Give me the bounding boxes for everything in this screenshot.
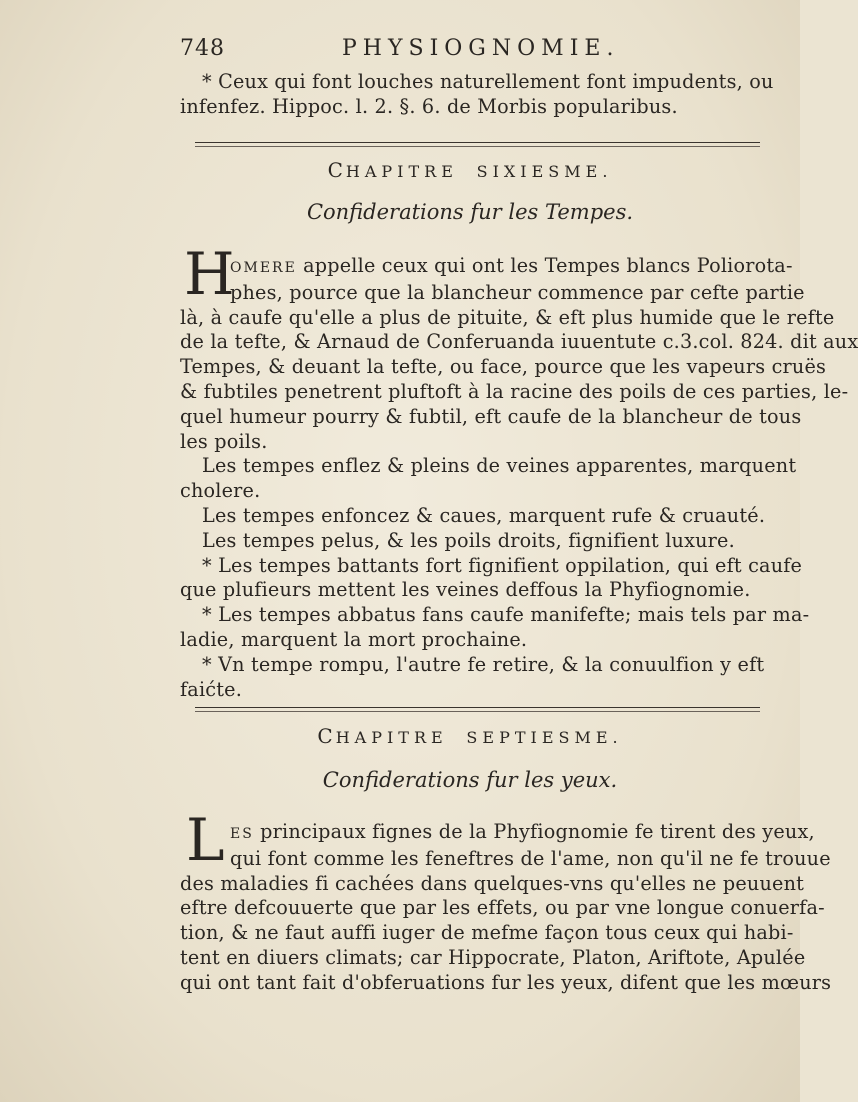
- chapter-rule: [195, 142, 760, 143]
- chapter-heading-word: HAPITRE: [345, 162, 458, 181]
- chapter-subtitle: Confiderations fur les Tempes.: [306, 200, 634, 224]
- text-line: phes, pource que la blancheur commence par cefte partie: [230, 280, 805, 304]
- chapter-subtitle: Confiderations fur les yeux.: [322, 768, 618, 792]
- first-word: OMERE: [230, 260, 297, 276]
- chapter7-text: [180, 820, 832, 996]
- text-line: [180, 254, 793, 281]
- chapter6-text: [180, 254, 858, 702]
- text-line: là, à caufe qu'elle a plus de pituite, & eft plus humide que le refte: [180, 305, 835, 329]
- text-line: eftre defcouuerte que par les effets, ou par vne longue conuerfa-: [180, 896, 825, 920]
- chapter-rule-thin: [195, 711, 760, 712]
- chapter-heading-number: SIXIESME.: [476, 162, 613, 181]
- chapter-heading: [180, 724, 760, 748]
- text-line: Les tempes pelus, & les poils droits, fignifient luxure.: [202, 528, 735, 552]
- text-line: Les tempes enfoncez & caues, marquent rufe & cruauté.: [202, 503, 766, 527]
- text-line: les poils.: [180, 429, 268, 453]
- running-head: [180, 36, 740, 66]
- text-line: infenfez. Hippoc. l. 2. §. 6. de Morbis popularibus.: [180, 94, 678, 118]
- text-line: * Ceux qui font louches naturellement font impudents, ou: [202, 70, 774, 93]
- text-line: qui ont tant fait d'obferuations fur les yeux, difent que les mœurs: [180, 970, 832, 994]
- text-line: * Les tempes battants fort fignifient oppilation, qui eft caufe: [202, 553, 803, 577]
- text-line: * Les tempes abbatus fans caufe manifefte; mais tels par ma-: [202, 603, 810, 627]
- text-line: qui font comme les feneftres de l'ame, non qu'il ne fe trouue: [230, 846, 831, 870]
- text-line: Tempes, & deuant la tefte, ou face, pource que les vapeurs cruës: [180, 355, 827, 379]
- text-line-content: principaux fignes de la Phyfiognomie fe tirent des yeux,: [260, 820, 815, 843]
- first-word: ES: [230, 826, 254, 842]
- text-line: quel humeur pourry & fubtil, eft caufe de la blancheur de tous: [180, 404, 802, 428]
- text-line: tent en diuers climats; car Hippocrate, Platon, Ariftote, Apulée: [180, 945, 806, 969]
- text-line: * Vn tempe rompu, l'autre fe retire, & la conuulfion y eft: [202, 652, 765, 676]
- text-line: [180, 820, 815, 847]
- chapter-rule-thin: [195, 146, 760, 147]
- text-line: de la tefte, & Arnaud de Conferuanda iuuentute c.3.col. 824. dit aux: [180, 330, 858, 354]
- text-line: ladie, marquent la mort prochaine.: [180, 627, 528, 651]
- text-line: des maladies fi cachées dans quelques-vns qu'elles ne peuuent: [180, 871, 805, 895]
- page-number: 748: [180, 36, 225, 61]
- text-line: faićte.: [180, 677, 242, 701]
- chapter-heading-initial: C: [327, 158, 346, 182]
- chapter-heading-word: HAPITRE: [335, 728, 448, 747]
- chapter-rule: [195, 707, 760, 708]
- running-title: PHYSIOGNOMIE.: [342, 36, 620, 61]
- text-line-content: appelle ceux qui ont les Tempes blancs Poliorota-: [303, 254, 793, 277]
- text-line: que plufieurs mettent les veines deffous la Phyfiognomie.: [180, 578, 751, 602]
- drop-cap: H: [184, 240, 235, 308]
- chapter-heading-initial: C: [317, 724, 336, 748]
- chapter-heading-number: SEPTIESME.: [466, 728, 623, 747]
- drop-cap: L: [186, 806, 225, 874]
- text-line: Les tempes enflez & pleins de veines apparentes, marquent: [202, 454, 797, 478]
- text-line: cholere.: [180, 479, 261, 503]
- top-paragraph: [180, 70, 774, 120]
- text-line: & fubtiles penetrent pluftoft à la racine des poils de ces parties, le-: [180, 379, 849, 403]
- chapter-heading: [180, 158, 760, 182]
- text-line: tion, & ne faut auffi iuger de mefme façon tous ceux qui habi-: [180, 921, 794, 945]
